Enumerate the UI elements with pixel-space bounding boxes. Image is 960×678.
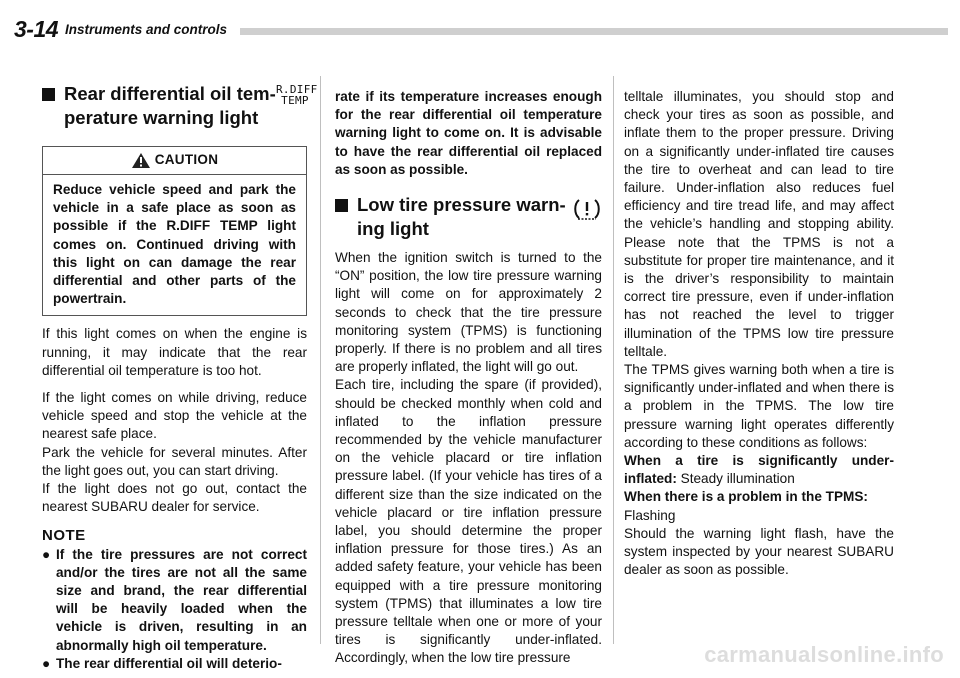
tire-pressure-warning-icon [573,197,601,223]
rdiff-temp-indicator-icon: R.DIFF TEMP [276,83,318,107]
paragraph: When the ignition switch is turned to the “ON” position, the low tire pressure warning light will come on for approximately 2 seconds to check that the tire pressure monitoring system (TPMS) is functioning properly. If there is no problem and all tires are properly inflated, the light will go out. [335,250,602,375]
page-header [14,14,948,48]
heading-square-icon [42,88,55,101]
heading-square-icon [335,199,348,212]
column-divider [613,76,614,644]
caution-box [42,146,307,316]
caution-header [43,147,306,175]
condition-2: When there is a problem in the TPMS: Flashing [624,489,868,523]
note-bullet: ● The rear differential oil will deterio- [42,655,307,673]
paragraph: Should the warning light flash, have the system inspected by your nearest SUBARU dealer as soon as possible. [624,525,894,578]
middle-column [335,88,602,668]
paragraph: telltale illuminates, you should stop and check your tires as soon as possible, and inflate them to the proper pressure. Driving on a significantly under-inflated tire causes the tire to overheat and can lead to tire failure. Under-inflation also reduces fuel efficiency and tire tread life, and may affect the vehicle’s handling and stopping ability. Please note that the TPMS is not a substitute for proper tire maintenance, and it is the driver’s responsibility to maintain correct tire pressure, even if under-inflation has not reached the level to trigger illumination of the TPMS low tire pressure telltale. [624,89,894,359]
tire-pressure-heading: Low tire pressure warn- ing light [335,193,572,241]
paragraph: If the light comes on while driving, reduce vehicle speed and stop the vehicle at the nearest safe place. [42,390,307,442]
note-bullet: ● If the tire pressures are not correct and/or the tires are not all the same size and brand, the rear differential will be heavily loaded when the vehicle is driven, resulting in an abnormally high oil temperature. [42,546,307,653]
section-title: Instruments and controls [65,22,228,37]
warning-triangle-icon [131,152,151,169]
paragraph-continued: rate if its temperature increases enough for the rear differential oil temperature warning light to come on. It is advisable to have the rear differential oil replaced as soon as possible. [335,89,602,177]
caution-text: Reduce vehicle speed and park the vehicle in a safe place as soon as possible if the R.DIFF TEMP light comes on. Continued driving with this light on can damage the rear differential and other parts of the powertrain. [53,182,296,307]
watermark: carmanualsonline.info [704,642,944,667]
right-column [624,88,894,579]
bullet-icon: ● [42,546,51,562]
column-divider [320,76,321,644]
paragraph: The TPMS gives warning both when a tire is significantly under-inflated and when there is a problem in the TPMS. The low tire pressure warning light operates differently according to these conditions as follows: [624,362,894,450]
note-title: NOTE [42,527,86,545]
caution-title: CAUTION [154,152,219,168]
page-number: 3-14 [14,16,59,42]
bullet-icon: ● [42,655,51,671]
paragraph: Park the vehicle for several minutes. After the light goes out, you can start driving. [42,444,307,478]
header-rule [240,28,948,35]
condition-1: When a tire is significantly under-inflated: Steady illumination [624,453,894,487]
rear-diff-heading: Rear differential oil tem- perature warning light [42,82,289,130]
paragraph: Each tire, including the spare (if provided), should be checked monthly when cold and inflated to the inflation pressure recommended by the vehicle manufacturer on the vehicle placard or tire inflation pressure label. (If your vehicle has tires of a different size than the size indicated on the vehicle placard or tire inflation pressure label, you should determine the proper inflation pressure for those tires.) As an added safety feature, your vehicle has been equipped with a tire pressure monitoring system (TPMS) that illuminates a low tire pressure telltale when one or more of your tires is significantly under-inflated. Accordingly, when the low tire pressure [335,377,602,666]
paragraph: If the light does not go out, contact the nearest SUBARU dealer for service. [42,481,307,515]
left-column [42,82,318,673]
tire-pressure-heading-block [335,193,602,241]
paragraph: If this light comes on when the engine is running, it may indicate that the rear differential oil temperature is too hot. [42,326,307,378]
